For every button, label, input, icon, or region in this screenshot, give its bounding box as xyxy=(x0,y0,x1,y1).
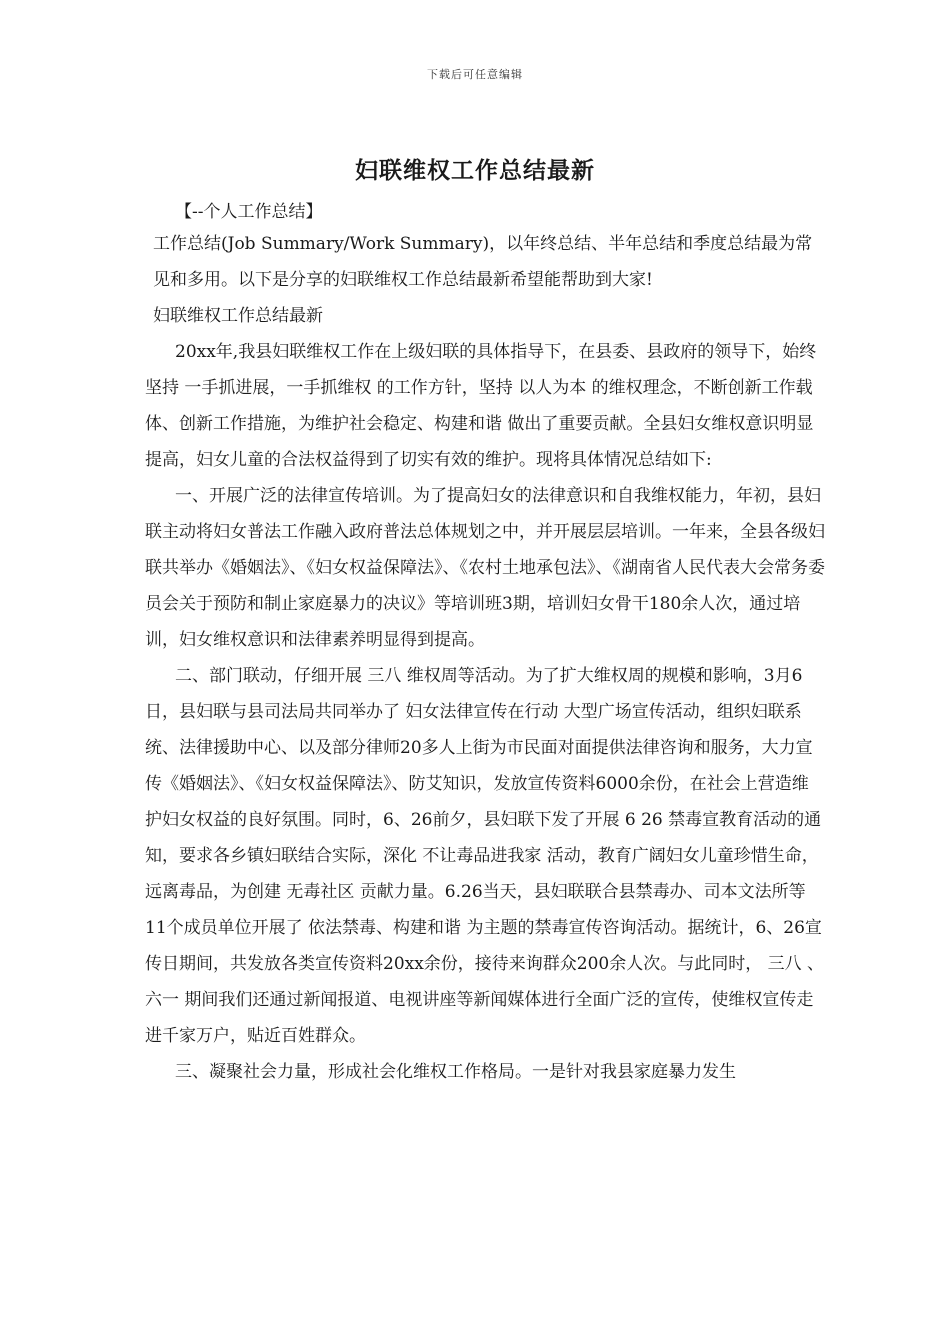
paragraph-section-2: 二、部门联动，仔细开展 三八 维权周等活动。为了扩大维权周的规模和影响，3月6日，县妇联与县司法局共同举办了 妇女法律宣传在行动 大型广场宣传活动，组织妇联系统、法律援助中心、以及部分律师20多人上街为市民面对面提供法律咨询和服务，大力宣传《婚姻法》、《妇女权益保障法》、防艾知识，发放宣传资料6000余份，在社会上营造维护妇女权益的良好氛围。同时，6、26前夕，县妇联下发了开展 6 26 禁毒宣教育活动的通知，要求各乡镇妇联结合实际，深化 不让毒品进我家 活动，教育广阔妇女儿童珍惜生命，远离毒品，为创建 无毒社区 贡献力量。6.26当天，县妇联联合县禁毒办、司本文法所等11个成员单位开展了 依法禁毒、构建和谐 为主题的禁毒宣传咨询活动。据统计，6、26宣传日期间，共发放各类宣传资料20xx余份，接待来询群众200余人次。与此同时， 三八 、 六一 期间我们还通过新闻报道、电视讲座等新闻媒体进行全面广泛的宣传，使维权宣传走进千家万户，贴近百姓群众。 xyxy=(145,666,825,1046)
header-note: 下载后可任意编辑 xyxy=(427,68,523,81)
paragraph-section-3: 三、凝聚社会力量，形成社会化维权工作格局。一是针对我县家庭暴力发生 xyxy=(175,1062,736,1082)
paragraph-overview: 20xx年,我县妇联维权工作在上级妇联的具体指导下，在县委、县政府的领导下，始终坚持 一手抓进展，一手抓维权 的工作方针，坚持 以人为本 的维权理念，不断创新工作载体、创新工作措施，为维护社会稳定、构建和谐 做出了重要贡献。全县妇女维权意识明显提高，妇女儿童的合法权益得到了切实有效的维护。现将具体情况总结如下: xyxy=(145,342,817,470)
document-body xyxy=(145,198,825,1090)
intro-paragraph: 工作总结(Job Summary/Work Summary)，以年终总结、半年总结和季度总结最为常见和多用。以下是分享的妇联维权工作总结最新希望能帮助到大家! xyxy=(153,234,813,290)
paragraph-section-1: 一、开展广泛的法律宣传培训。为了提高妇女的法律意识和自我维权能力，年初，县妇联主动将妇女普法工作融入政府普法总体规划之中，并开展层层培训。一年来，全县各级妇联共举办《婚姻法》、《妇女权益保障法》、《农村土地承包法》、《湖南省人民代表大会常务委员会关于预防和制止家庭暴力的决议》等培训班3期，培训妇女骨干180余人次，通过培训，妇女维权意识和法律素养明显得到提高。 xyxy=(145,486,825,650)
document-title: 妇联维权工作总结最新 xyxy=(355,157,595,184)
category-tag: 【--个人工作总结】 xyxy=(175,202,323,222)
section-subtitle: 妇联维权工作总结最新 xyxy=(153,306,323,326)
